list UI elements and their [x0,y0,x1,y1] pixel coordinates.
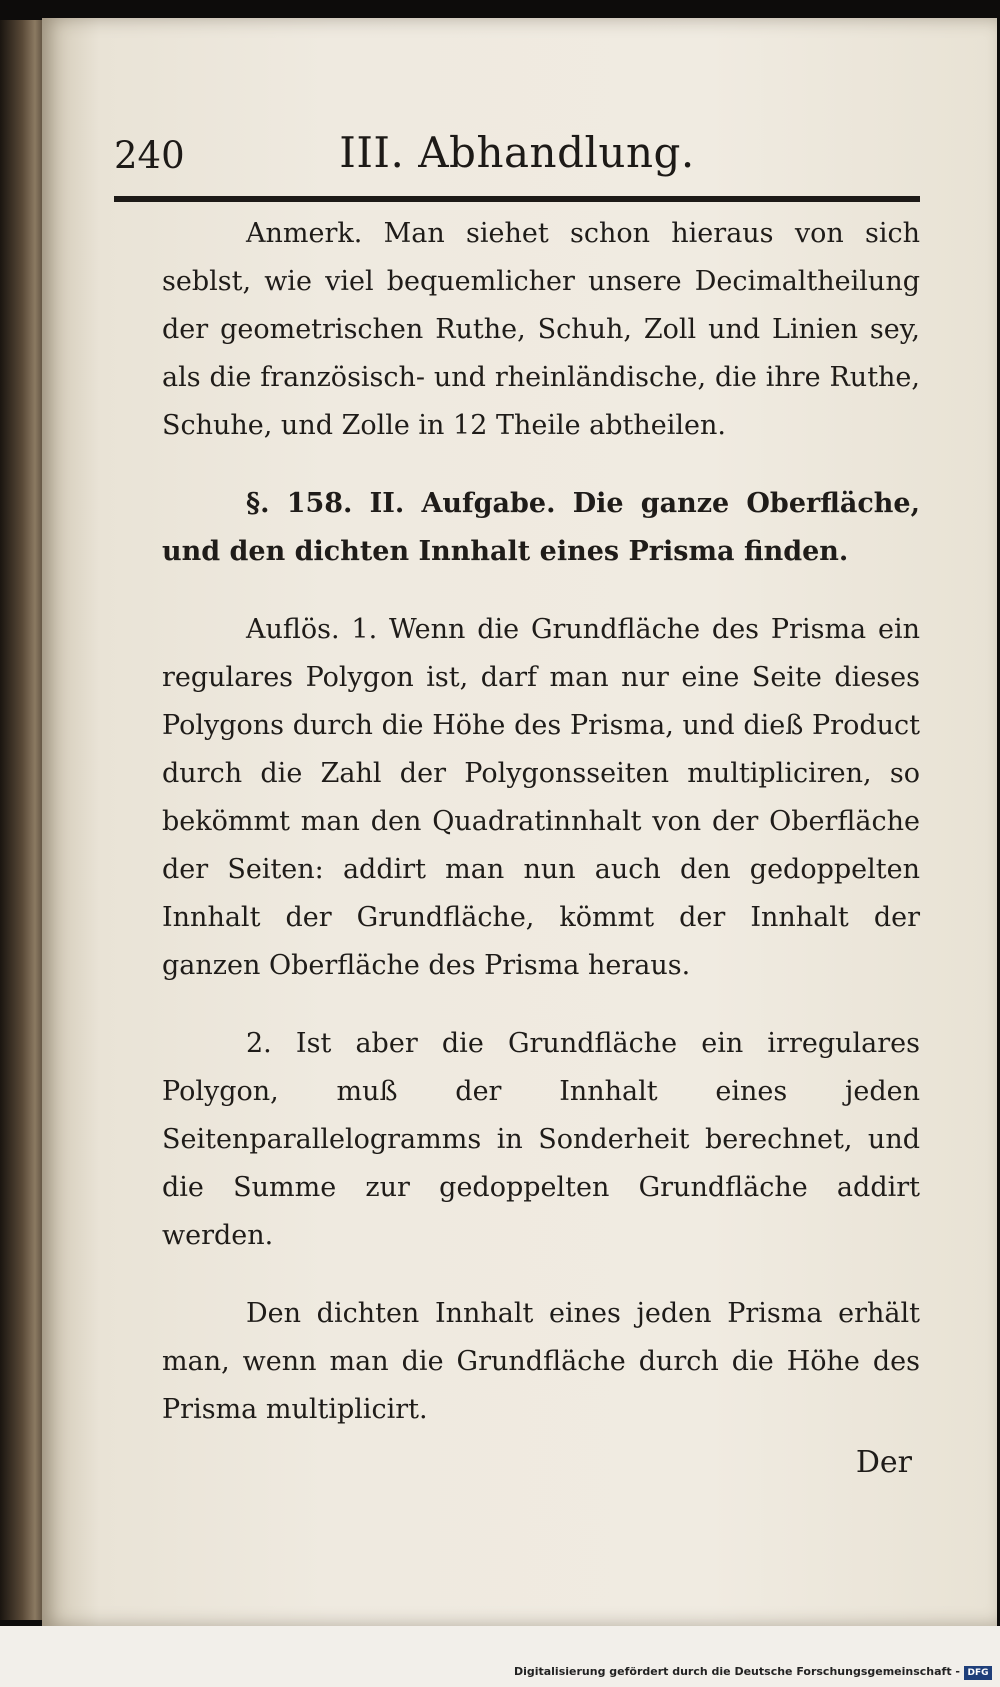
header-rule [114,196,920,202]
digitization-footer [0,1626,1000,1687]
paragraph-gap [162,450,920,480]
dfg-logo-icon: DFG [964,1666,992,1680]
paragraph-aufloesung-1: Auflös. 1. Wenn die Grundfläche des Prisma ein regulares Polygon ist, darf man nur eine Seite dieses Polygons durch die Höhe des Prisma, und dieß Product durch die Zahl der Polygonsseiten multipliciren, so bekömmt man den Quadratinnhalt von der Oberfläche der Seiten: addirt man nun auch den gedoppelten Innhalt der Grundfläche, kömmt der Innhalt der ganzen Oberfläche des Prisma heraus. [162,614,920,981]
running-title: III. Abhandlung. [339,128,695,177]
page-content [162,210,920,1434]
catchword: Der [855,1445,912,1480]
page-number: 240 [114,134,185,177]
paragraph-aufloesung-2: 2. Ist aber die Grundfläche ein irregulares Polygon, muß der Innhalt eines jeden Seitenparallelogramms in Sonderheit berechnet, und die Summe zur gedoppelten Grundfläche addirt werden. [162,1028,920,1251]
footer-credit: Digitalisierung gefördert durch die Deutsche Forschungsgemeinschaft - [513,1665,960,1678]
page-header [114,118,920,188]
paragraph-gap [162,990,920,1020]
paragraph-gap [162,576,920,606]
paragraph-dichter-innhalt: Den dichten Innhalt eines jeden Prisma erhält man, wenn man die Grundfläche durch die Höhe des Prisma multiplicirt. [162,1298,920,1425]
paragraph-aufgabe-heading: §. 158. II. Aufgabe. Die ganze Oberfläche, und den dichten Innhalt eines Prisma finden. [162,488,920,567]
paragraph-gap [162,1260,920,1290]
paragraph-anmerkung: Anmerk. Man siehet schon hieraus von sich seblst, wie viel bequemlicher unsere Decimaltheilung der geometrischen Ruthe, Schuh, Zoll und Linien sey, als die französisch- und rheinländische, die ihre Ruthe, Schuhe, und Zolle in 12 Theile abtheilen. [162,218,920,441]
